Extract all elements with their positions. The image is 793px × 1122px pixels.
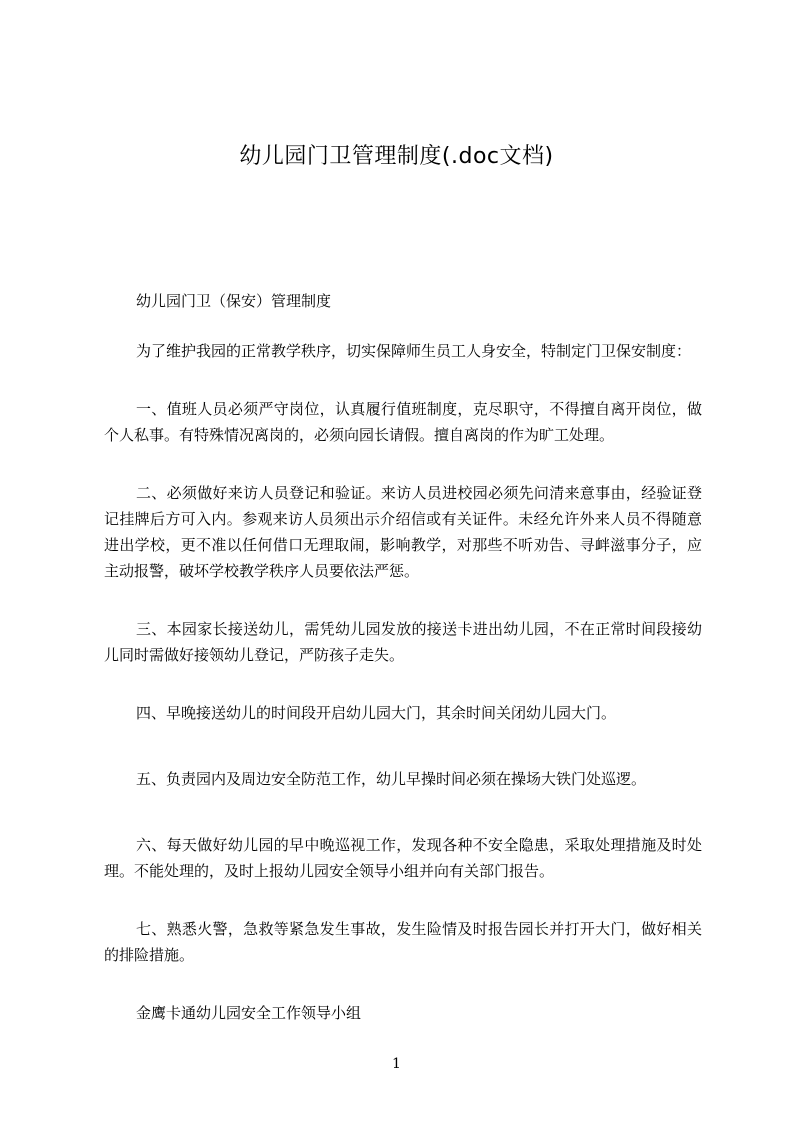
paragraph-rule-2: 二、必须做好来访人员登记和验证。来访人员进校园必须先问清来意事由，经验证登记挂牌后方可入内。参观来访人员须出示介绍信或有关证件。未经允许外来人员不得随意进出学校，更不准以任何借口无理取闹，影响教学，对那些不听劝告、寻衅滋事分子，应主动报警，破坏学校教学秩序人员要依法严惩。 [104,484,702,580]
paragraph-rule-5: 五、负责园内及周边安全防范工作，幼儿早操时间必须在操场大铁门处巡逻。 [136,770,647,788]
paragraph-rule-6: 六、每天做好幼儿园的早中晚巡视工作，发现各种不安全隐患，采取处理措施及时处理。不能处理的，及时上报幼儿园安全领导小组并向有关部门报告。 [104,836,702,880]
document-title: 幼儿园门卫管理制度(.doc文档) [239,144,554,169]
paragraph-rule-1: 一、值班人员必须严守岗位，认真履行值班制度，克尽职守，不得擅自离开岗位，做个人私事。有特殊情况离岗的，必须向园长请假。擅自离岗的作为旷工处理。 [104,400,702,444]
paragraph-rule-4: 四、早晚接送幼儿的时间段开启幼儿园大门，其余时间关闭幼儿园大门。 [136,704,617,722]
document-body [104,288,702,1026]
paragraph-rule-7: 七、熟悉火警，急救等紧急发生事故，发生险情及时报告园长并打开大门，做好相关的排险措施。 [104,920,702,964]
section-heading: 幼儿园门卫（保安）管理制度 [136,292,332,310]
signature-line: 金鹰卡通幼儿园安全工作领导小组 [136,1004,362,1022]
paragraph-intro: 为了维护我园的正常教学秩序，切实保障师生员工人身安全，特制定门卫保安制度： [136,342,692,360]
paragraph-rule-3: 三、本园家长接送幼儿，需凭幼儿园发放的接送卡进出幼儿园，不在正常时间段接幼儿同时需做好接领幼儿登记，严防孩子走失。 [104,620,702,664]
page-number: 1 [392,1056,401,1072]
